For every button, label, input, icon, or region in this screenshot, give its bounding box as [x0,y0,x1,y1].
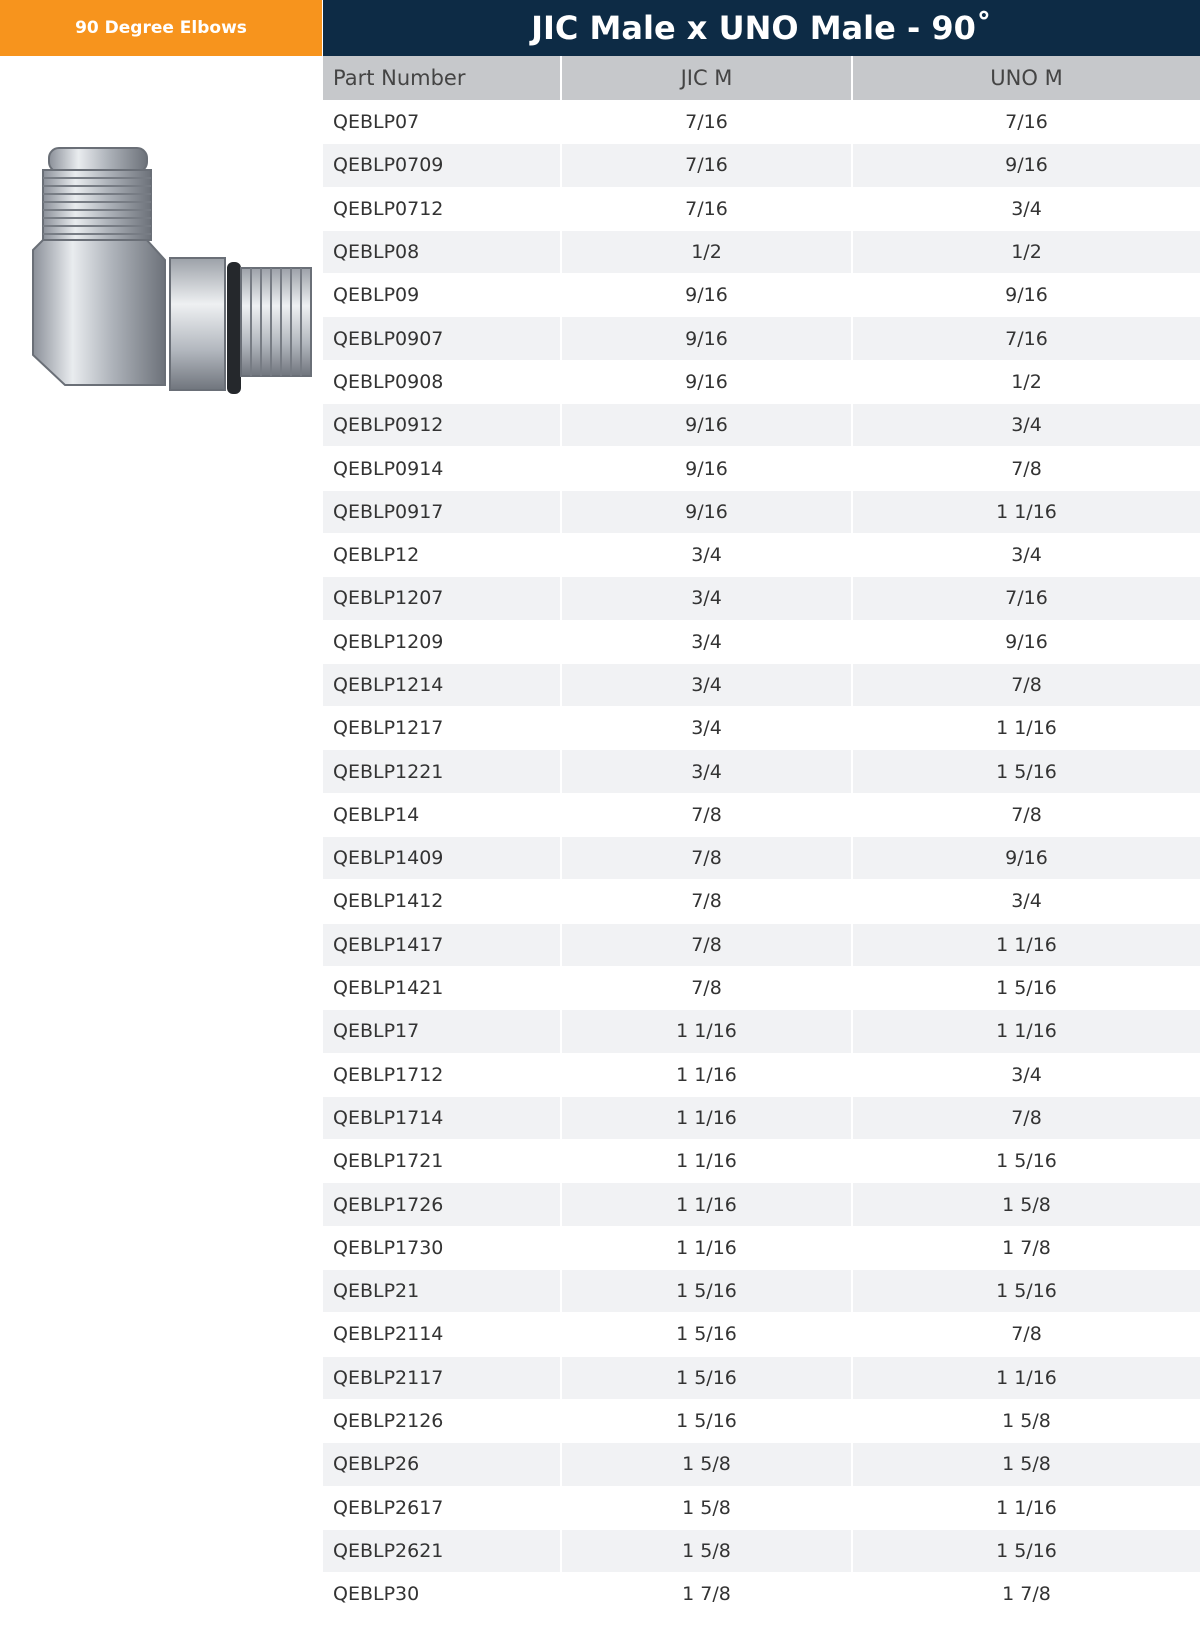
cell-jic-m: 1 1/16 [562,1010,853,1052]
cell-uno-m: 1 1/16 [996,1366,1057,1389]
table-row [323,1486,1200,1529]
table-row [323,100,1200,143]
elbow-fitting-image [25,140,325,430]
table-row [323,663,1200,706]
cell-jic-m: 7/16 [562,188,853,230]
cell-jic-m: 3/4 [562,621,853,663]
cell-uno-m: 1 5/16 [996,1280,1057,1303]
cell-jic-m: 1 5/8 [562,1530,853,1572]
table-row [323,230,1200,273]
header-uno-m: UNO M [990,66,1063,90]
table-row [323,1139,1200,1182]
cell-jic-m: 1 1/16 [562,1140,853,1182]
cell-part-number: QEBLP2621 [323,1530,562,1572]
cell-jic-m: 1 1/16 [562,1227,853,1269]
cell-part-number: QEBLP1409 [323,837,562,879]
cell-part-number: QEBLP1714 [323,1097,562,1139]
cell-jic-m: 3/4 [562,664,853,706]
cell-uno-m: 1 7/8 [1002,1236,1051,1259]
table-row [323,706,1200,749]
cell-jic-m: 3/4 [562,707,853,749]
table-row [323,749,1200,792]
cell-part-number: QEBLP0912 [323,404,562,446]
cell-uno-m: 1 5/16 [996,977,1057,1000]
cell-part-number: QEBLP0712 [323,188,562,230]
cell-uno-m: 1 1/16 [996,1020,1057,1043]
table-row [323,446,1200,489]
cell-uno-m: 7/8 [1011,674,1042,696]
table-row [323,1053,1200,1096]
table-row [323,793,1200,836]
cell-part-number: QEBLP0917 [323,491,562,533]
table-row [323,490,1200,533]
jic-thread-shape [43,170,151,240]
cell-part-number: QEBLP1712 [323,1054,562,1096]
cell-jic-m: 7/16 [562,144,853,186]
cell-uno-m: 1 5/8 [1002,1410,1051,1433]
cell-part-number: QEBLP1221 [323,750,562,792]
cell-part-number: QEBLP09 [323,274,562,316]
cell-part-number: QEBLP30 [323,1573,562,1615]
cell-uno-m: 1 1/16 [996,933,1057,956]
table-row [323,966,1200,1009]
table-row [323,836,1200,879]
cell-jic-m: 1 5/16 [562,1357,853,1399]
cell-uno-m: 3/4 [1011,197,1042,220]
cell-jic-m: 3/4 [562,750,853,792]
table-row [323,1529,1200,1572]
cell-jic-m: 1/2 [562,231,853,273]
table-row [323,879,1200,922]
cell-uno-m: 7/16 [1005,327,1048,350]
cell-jic-m: 1 7/8 [562,1573,853,1615]
cell-jic-m: 1 1/16 [562,1097,853,1139]
cell-jic-m: 7/16 [562,101,853,143]
cell-uno-m: 9/16 [1005,284,1048,307]
cell-uno-m: 3/4 [1011,1063,1042,1086]
cell-part-number: QEBLP1209 [323,621,562,663]
table-row [323,533,1200,576]
cell-part-number: QEBLP2617 [323,1487,562,1529]
table-row [323,1096,1200,1139]
table-row [323,143,1200,186]
table-row [323,620,1200,663]
table-row [323,1226,1200,1269]
cell-jic-m: 9/16 [562,491,853,533]
cell-part-number: QEBLP2126 [323,1400,562,1442]
cell-jic-m: 3/4 [562,577,853,619]
table-row [323,1312,1200,1355]
cell-jic-m: 1 5/8 [562,1443,853,1485]
cell-uno-m: 7/8 [1011,803,1042,826]
cell-uno-m: 1 5/16 [996,1150,1057,1173]
cell-part-number: QEBLP08 [323,231,562,273]
cell-jic-m: 9/16 [562,274,853,316]
cell-part-number: QEBLP1417 [323,924,562,966]
cell-uno-m: 1 1/16 [996,717,1057,740]
cell-jic-m: 9/16 [562,404,853,446]
cell-jic-m: 3/4 [562,534,853,576]
cell-jic-m: 7/8 [562,924,853,966]
table-row [323,1399,1200,1442]
cell-uno-m: 1 5/8 [1002,1193,1051,1216]
cell-part-number: QEBLP1412 [323,880,562,922]
cell-jic-m: 1 1/16 [562,1183,853,1225]
cell-part-number: QEBLP1421 [323,967,562,1009]
cell-part-number: QEBLP07 [323,101,562,143]
cell-part-number: QEBLP0709 [323,144,562,186]
cell-part-number: QEBLP0908 [323,361,562,403]
cell-jic-m: 7/8 [562,967,853,1009]
cell-uno-m: 1 5/8 [1002,1453,1051,1476]
cell-uno-m: 7/16 [1005,587,1048,610]
cell-uno-m: 1 7/8 [1002,1583,1051,1606]
cell-uno-m: 9/16 [1005,847,1048,870]
table-row [323,1356,1200,1399]
table-row [323,403,1200,446]
cell-jic-m: 1 5/16 [562,1270,853,1312]
cell-jic-m: 1 5/16 [562,1400,853,1442]
cell-jic-m: 1 5/16 [562,1313,853,1355]
cell-part-number: QEBLP2117 [323,1357,562,1399]
page-title: JIC Male x UNO Male - 90˚ [323,0,1200,56]
cell-uno-m: 1 1/16 [996,1496,1057,1519]
table-body [323,100,1200,1615]
cell-jic-m: 7/8 [562,794,853,836]
cell-uno-m: 9/16 [1005,630,1048,653]
table-row [323,1269,1200,1312]
cell-uno-m: 3/4 [1011,544,1042,567]
cell-uno-m: 7/16 [1005,111,1048,134]
cell-uno-m: 7/8 [1011,457,1042,480]
cell-uno-m: 9/16 [1005,154,1048,177]
cell-uno-m: 7/8 [1011,1323,1042,1346]
cell-jic-m: 7/8 [562,837,853,879]
elbow-body-shape [33,238,165,385]
cell-uno-m: 1 5/16 [996,760,1057,783]
cell-uno-m: 1 1/16 [996,500,1057,523]
cell-jic-m: 1 1/16 [562,1054,853,1096]
cell-part-number: QEBLP14 [323,794,562,836]
cell-jic-m: 9/16 [562,447,853,489]
parts-table [323,56,1200,1615]
cell-uno-m: 1/2 [1011,241,1042,264]
cell-jic-m: 9/16 [562,361,853,403]
category-tab: 90 Degree Elbows [0,0,322,56]
table-row [323,923,1200,966]
cell-part-number: QEBLP2114 [323,1313,562,1355]
cell-part-number: QEBLP26 [323,1443,562,1485]
table-row [323,1442,1200,1485]
table-header [323,56,1200,100]
cell-part-number: QEBLP12 [323,534,562,576]
table-row [323,1182,1200,1225]
header-jic-m: JIC M [562,56,853,100]
table-row [323,1572,1200,1615]
cell-part-number: QEBLP1207 [323,577,562,619]
hex-nut-shape [170,258,225,390]
table-row [323,576,1200,619]
cell-jic-m: 9/16 [562,317,853,359]
cell-part-number: QEBLP1217 [323,707,562,749]
o-ring-shape [227,262,241,394]
cell-part-number: QEBLP1726 [323,1183,562,1225]
cell-part-number: QEBLP17 [323,1010,562,1052]
cell-uno-m: 3/4 [1011,414,1042,437]
cell-part-number: QEBLP1730 [323,1227,562,1269]
cell-uno-m: 7/8 [1011,1106,1042,1129]
cell-uno-m: 1/2 [1011,370,1042,393]
cell-jic-m: 1 5/8 [562,1487,853,1529]
table-row [323,360,1200,403]
cell-part-number: QEBLP1721 [323,1140,562,1182]
header-part-number: Part Number [323,56,562,100]
jic-nut-shape [49,148,147,172]
table-row [323,316,1200,359]
cell-part-number: QEBLP21 [323,1270,562,1312]
table-row [323,273,1200,316]
cell-jic-m: 7/8 [562,880,853,922]
table-row [323,187,1200,230]
cell-uno-m: 3/4 [1011,890,1042,913]
table-row [323,1009,1200,1052]
cell-part-number: QEBLP1214 [323,664,562,706]
cell-uno-m: 1 5/16 [996,1539,1057,1562]
cell-part-number: QEBLP0914 [323,447,562,489]
cell-part-number: QEBLP0907 [323,317,562,359]
